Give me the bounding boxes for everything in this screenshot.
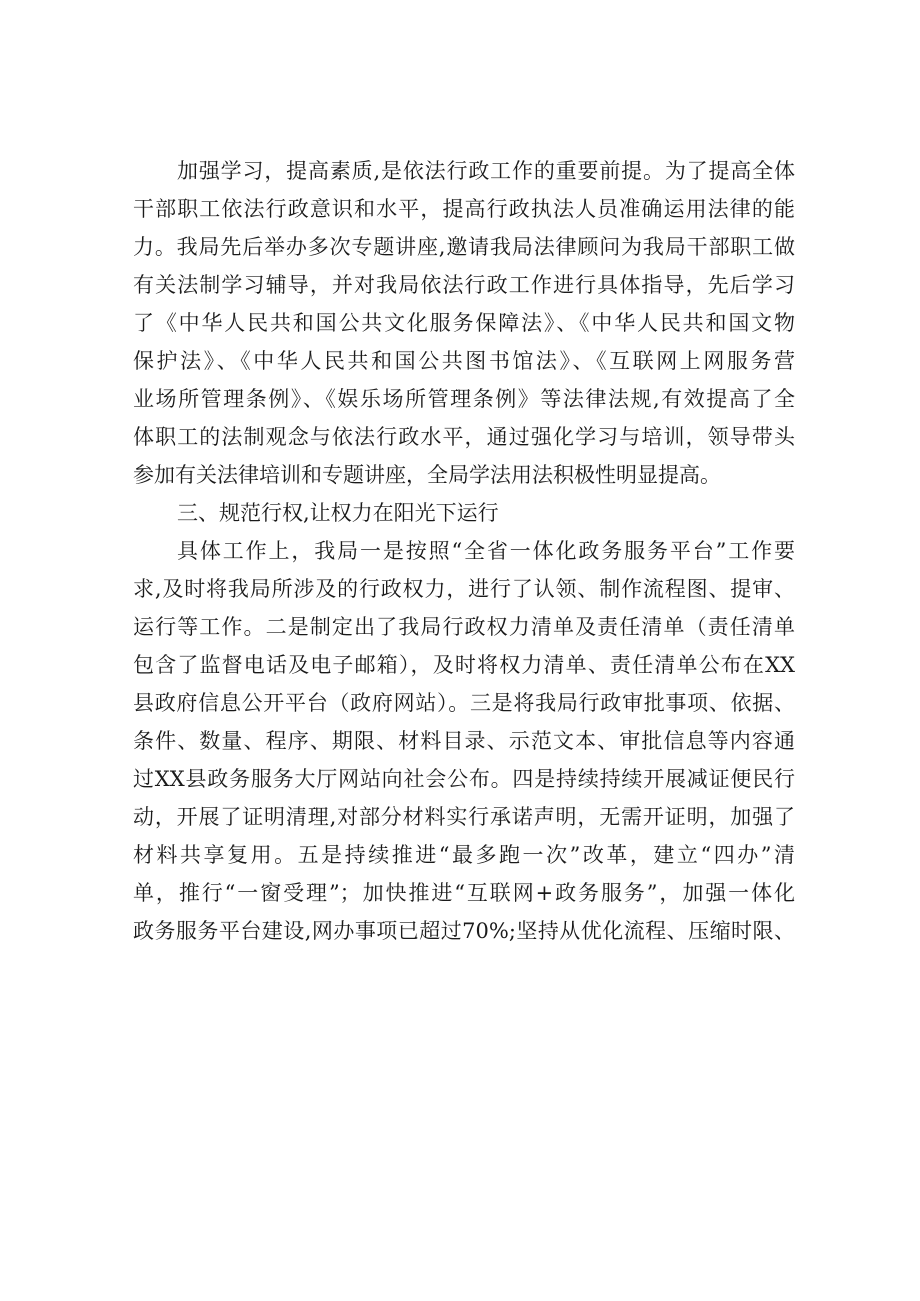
text-line: 力。我局先后举办多次专题讲座,邀请我局法律顾问为我局干部职工做 [133,235,795,259]
text-line: 单，推行“一窗受理”；加快推进“互联网+政务服务”，加强一体化 [133,881,795,905]
section-heading-3 [133,494,795,532]
text-line: 县政府信息公开平台（政府网站）。三是将我局行政审批事项、依据、 [133,691,795,715]
text-line: 体职工的法制观念与依法行政水平，通过强化学习与培训，领导带头 [133,425,795,449]
text-line: 求,及时将我局所涉及的行政权力，进行了认领、制作流程图、提审、 [133,577,795,601]
text-line: 过XX县政务服务大厅网站向社会公布。四是持续持续开展减证便民行 [133,767,795,791]
text-line: 干部职工依法行政意识和水平，提高行政执法人员准确运用法律的能 [133,197,795,221]
text-line: 保护法》、《中华人民共和国公共图书馆法》、《互联网上网服务营 [133,349,795,373]
paragraph-learning [133,152,795,494]
text-line: 参加有关法律培训和专题讲座，全局学法用法积极性明显提高。 [133,463,721,487]
paragraph-specific-work [133,532,795,950]
text-line: 业场所管理条例》、《娱乐场所管理条例》等法律法规,有效提高了全 [133,387,795,411]
text-line: 了《中华人民共和国公共文化服务保障法》、《中华人民共和国文物 [133,311,795,335]
section-heading: 三、规范行权,让权力在阳光下运行 [177,501,499,525]
document-body [133,152,795,950]
text-line: 政务服务平台建设,网办事项已超过70%;坚持从优化流程、压缩时限、 [133,919,795,943]
text-line: 条件、数量、程序、期限、材料目录、示范文本、审批信息等内容通 [133,729,795,753]
text-line: 包含了监督电话及电子邮箱），及时将权力清单、责任清单公布在XX [133,653,795,677]
text-line: 材料共享复用。五是持续推进“最多跑一次”改革，建立“四办”清 [133,843,795,867]
text-line: 动，开展了证明清理,对部分材料实行承诺声明，无需开证明，加强了 [133,805,795,829]
text-line: 具体工作上，我局一是按照“全省一体化政务服务平台”工作要 [177,539,795,563]
text-line: 有关法制学习辅导，并对我局依法行政工作进行具体指导，先后学习 [133,273,795,297]
text-line: 加强学习，提高素质,是依法行政工作的重要前提。为了提高全体 [177,159,795,183]
text-line: 运行等工作。二是制定出了我局行政权力清单及责任清单（责任清单 [133,615,795,639]
